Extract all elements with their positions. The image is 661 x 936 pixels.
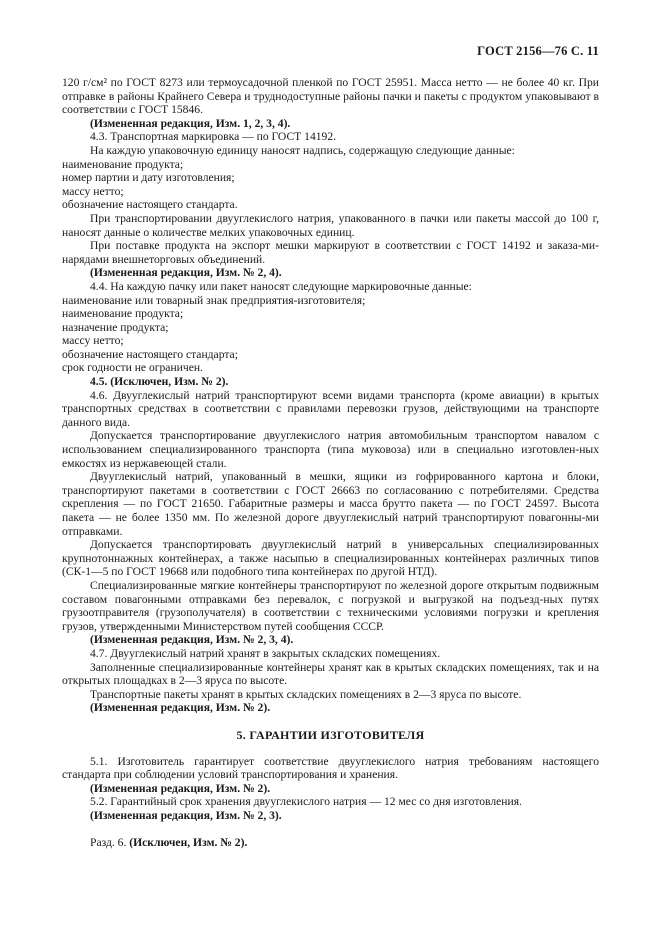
list-item: наименование продукта; [62,307,184,321]
list-item: обозначение настоящего стандарта. [62,198,238,212]
page-header: ГОСТ 2156—76 С. 11 [477,44,599,58]
clause-4-3: 4.3. Транспортная маркировка — по ГОСТ 14192. [90,130,337,144]
clause-4-7: 4.7. Двууглекислый натрий хранят в закрытых складских помещениях. [90,646,441,660]
paragraph: Допускается транспортирование двууглекислого натрия автомобильным транспортом навалом с использованием специализированного транспорта (типа муковоза) или в специально изготовлен-ных емкостях из нержавеющей стали. [62,429,599,470]
paragraph: 120 г/см² по ГОСТ 8273 или термоусадочной пленкой по ГОСТ 25951. Масса нетто — не более 40 кг. При отправке в районы Крайнего Севера и труднодоступные районы пачки и пакеты с продуктом упаковывают в соответствии с ГОСТ 15846. [62,76,599,117]
section-6-note [62,836,599,850]
amendment-note: (Измененная редакция, Изм. № 2, 4). [90,266,282,280]
section-title: 5. ГАРАНТИИ ИЗГОТОВИТЕЛЯ [236,727,425,742]
paragraph: Специализированные мягкие контейнеры транспортируют по железной дороге открытым подвижным составом повагонными отправками без перевалок, с погрузкой и выгрузкой на подъезд-ных путях грузоотправителя (грузополучателя) в соответствии с техническими условиями погрузки и крепления грузов, утвержденными Министерством путей сообщения СССР. [62,578,599,633]
list-item: массу нетто; [62,334,124,348]
list-item: наименование или товарный знак предприятия-изготовителя; [62,293,366,307]
paragraph: Транспортные пакеты хранят в крытых складских помещениях в 2—3 яруса по высоте. [90,687,522,701]
amendment-note: (Измененная редакция, Изм. № 2, 3). [90,808,282,822]
paragraph: При поставке продукта на экспорт мешки маркируют в соответствии с ГОСТ 14192 и заказа-ми-нарядами внешнеторговых объединений. [62,239,599,266]
paragraph: Двууглекислый натрий, упакованный в мешки, ящики из гофрированного картона и блоки, транспортируют пакетами в соответствии с ГОСТ 26663 по согласованию с потребителями. Средства скрепления — по ГОСТ 21650. Габаритные размеры и масса брутто пакета — по ГОСТ 24597. Высота пакета — не более 1350 мм. По железной дороге двууглекислый натрий транспортируют повагонны-ми отправками. [62,470,599,538]
list-item: назначение продукта; [62,320,169,334]
list-item: обозначение настоящего стандарта; [62,347,238,361]
paragraph: На каждую упаковочную единицу наносят надпись, содержащую следующие данные: [90,143,515,157]
amendment-note: (Измененная редакция, Изм. 1, 2, 3, 4). [90,116,291,130]
section-6-status: (Исключен, Изм. № 2). [129,836,248,850]
clause-5-2: 5.2. Гарантийный срок хранения двууглекислого натрия — 12 мес со дня изготовления. [90,795,522,809]
section-6-label: Разд. 6. [90,836,127,850]
paragraph: Допускается транспортировать двууглекислый натрий в универсальных специализированных крупнотоннажных контейнерах, а также насыпью в специализированных контейнерах различных типов (СК-1—5 по ГОСТ 19668 или подобного типа контейнерах по другой НТД). [62,538,599,579]
list-item: номер партии и дату изготовления; [62,171,235,185]
list-item: наименование продукта; [62,157,184,171]
amendment-note: (Измененная редакция, Изм. № 2). [90,701,271,715]
list-item: срок годности не ограничен. [62,361,203,375]
clause-5-1: 5.1. Изготовитель гарантирует соответствие двууглекислого натрия требованиям настоящего стандарта при соблюдении условий транспортирования и хранения. [62,754,599,782]
clause-4-4: 4.4. На каждую пачку или пакет наносят следующие маркировочные данные: [90,279,472,293]
paragraph: Заполненные специализированные контейнеры хранят как в крытых складских помещениях, так и на открытых площадках в 2—3 яруса по высоте. [62,660,599,688]
list-item: массу нетто; [62,184,124,198]
document-body [62,76,599,850]
amendment-note: (Измененная редакция, Изм. № 2). [90,781,271,795]
paragraph: При транспортировании двууглекислого натрия, упакованного в пачки или пакеты массой до 100 г, наносят данные о количестве мелких упаковочных единиц. [62,211,599,239]
clause-4-6: 4.6. Двууглекислый натрий транспортируют всеми видами транспорта (кроме авиации) в крытых транспортных средствах в соответствии с правилами перевозки грузов, действующими на транспорте данного вида. [62,388,599,429]
amendment-note: (Измененная редакция, Изм. № 2, 3, 4). [90,633,294,647]
clause-4-5: 4.5. (Исключен, Изм. № 2). [90,375,229,389]
